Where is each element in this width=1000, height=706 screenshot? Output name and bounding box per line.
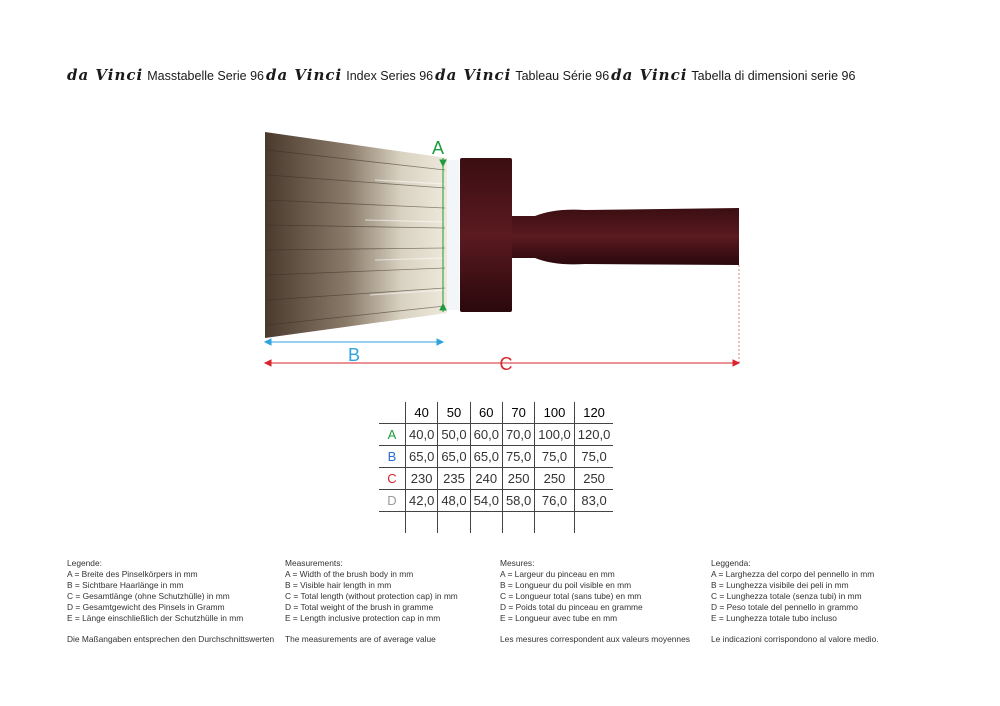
legend-line: C = Total length (without protection cap) in mm xyxy=(285,591,458,601)
table-cell: 60,0 xyxy=(470,424,502,446)
row-label-a: A xyxy=(379,424,406,446)
table-cell-empty xyxy=(406,512,438,534)
table-cell: 75,0 xyxy=(574,446,613,468)
title-fr: Tableau Série 96 xyxy=(515,69,610,83)
table-row xyxy=(379,424,613,446)
table-row xyxy=(379,490,613,512)
table-corner xyxy=(379,402,406,424)
legend-line: D = Total weight of the brush in gramme xyxy=(285,602,434,612)
table-cell: 120,0 xyxy=(574,424,613,446)
table-cell-empty xyxy=(574,512,613,534)
size-header: 60 xyxy=(470,402,502,424)
table-cell-empty xyxy=(379,512,406,534)
table-cell: 83,0 xyxy=(574,490,613,512)
row-label-d: D xyxy=(379,490,406,512)
table-cell: 230 xyxy=(406,468,438,490)
table-cell: 42,0 xyxy=(406,490,438,512)
brush-ferrule xyxy=(447,160,459,310)
legend-line: A = Largeur du pinceau en mm xyxy=(500,569,615,579)
table-cell: 50,0 xyxy=(438,424,470,446)
brand-logo: da Vinci xyxy=(435,66,512,84)
label-c: C xyxy=(499,354,513,374)
legend-note: The measurements are of average value xyxy=(285,634,436,644)
legend-de xyxy=(67,558,277,645)
table-cell: 48,0 xyxy=(438,490,470,512)
table-cell: 250 xyxy=(574,468,613,490)
table-cell: 70,0 xyxy=(502,424,534,446)
table-cell: 250 xyxy=(535,468,575,490)
legend-line: E = Length inclusive protection cap in mm xyxy=(285,613,441,623)
row-label-b: B xyxy=(379,446,406,468)
table-cell: 75,0 xyxy=(535,446,575,468)
label-a: A xyxy=(431,138,445,158)
legend-line: D = Poids total du pinceau en gramme xyxy=(500,602,643,612)
table-cell: 75,0 xyxy=(502,446,534,468)
legend-line: E = Länge einschließlich der Schutzhülle in mm xyxy=(67,613,244,623)
table-cell: 240 xyxy=(470,468,502,490)
table-row xyxy=(379,446,613,468)
brush-diagram xyxy=(255,130,755,380)
legend-title: Mesures: xyxy=(500,558,535,568)
legend-en xyxy=(285,558,495,645)
table-cell-empty xyxy=(535,512,575,534)
title-en: Index Series 96 xyxy=(346,69,434,83)
legend-title: Legende: xyxy=(67,558,102,568)
size-table xyxy=(379,402,613,533)
legend-it xyxy=(711,558,911,645)
legend-line: B = Visible hair length in mm xyxy=(285,580,392,590)
legend-line: C = Gesamtlänge (ohne Schutzhülle) in mm xyxy=(67,591,230,601)
title-it: Tabella di dimensioni serie 96 xyxy=(691,69,856,83)
table-cell: 65,0 xyxy=(406,446,438,468)
size-header: 50 xyxy=(438,402,470,424)
legend-line: A = Width of the brush body in mm xyxy=(285,569,414,579)
legend-line: B = Sichtbare Haarlänge in mm xyxy=(67,580,184,590)
legend-fr xyxy=(500,558,700,645)
table-cell: 58,0 xyxy=(502,490,534,512)
legend-title: Measurements: xyxy=(285,558,343,568)
title-de: Masstabelle Serie 96 xyxy=(147,69,264,83)
legend-title: Leggenda: xyxy=(711,558,751,568)
legend-line: C = Lunghezza totale (senza tubi) in mm xyxy=(711,591,862,601)
legend-note: Die Maßangaben entsprechen den Durchschnittswerten xyxy=(67,634,275,644)
legend-line: A = Breite des Pinselkörpers in mm xyxy=(67,569,198,579)
table-cell-empty xyxy=(502,512,534,534)
brand-logo: da Vinci xyxy=(67,66,144,84)
brush-handle-block xyxy=(460,158,512,312)
size-header: 40 xyxy=(406,402,438,424)
table-cell: 54,0 xyxy=(470,490,502,512)
brand-logo: da Vinci xyxy=(611,66,688,84)
size-header: 70 xyxy=(502,402,534,424)
table-cell-empty xyxy=(438,512,470,534)
size-header: 120 xyxy=(574,402,613,424)
table-cell: 65,0 xyxy=(470,446,502,468)
table-cell-empty xyxy=(470,512,502,534)
legend-line: A = Larghezza del corpo del pennello in mm xyxy=(711,569,875,579)
table-cell: 100,0 xyxy=(535,424,575,446)
legend-line: C = Longueur total (sans tube) en mm xyxy=(500,591,642,601)
size-header: 100 xyxy=(535,402,575,424)
legend-line: D = Peso totale del pennello in grammo xyxy=(711,602,858,612)
table-cell: 76,0 xyxy=(535,490,575,512)
table-header-row xyxy=(379,402,613,424)
legend-line: E = Lunghezza totale tubo incluso xyxy=(711,613,837,623)
table-cell: 235 xyxy=(438,468,470,490)
legend-note: Les mesures correspondent aux valeurs moyennes xyxy=(500,634,690,644)
brand-logo: da Vinci xyxy=(265,66,343,84)
table-row-empty xyxy=(379,512,613,534)
label-b: B xyxy=(347,345,361,365)
legend-line: D = Gesamtgewicht des Pinsels in Gramm xyxy=(67,602,225,612)
header xyxy=(67,66,857,86)
legend-line: B = Longueur du poil visible en mm xyxy=(500,580,632,590)
table-cell: 40,0 xyxy=(406,424,438,446)
legend-line: E = Longueur avec tube en mm xyxy=(500,613,618,623)
legend-line: B = Lunghezza visibile dei peli in mm xyxy=(711,580,849,590)
legend-note: Le indicazioni corrispondono al valore medio. xyxy=(711,634,879,644)
table-cell: 250 xyxy=(502,468,534,490)
brush-hair xyxy=(265,132,447,338)
row-label-c: C xyxy=(379,468,406,490)
table-row xyxy=(379,468,613,490)
table-cell: 65,0 xyxy=(438,446,470,468)
brush-handle-shaft xyxy=(512,208,739,265)
